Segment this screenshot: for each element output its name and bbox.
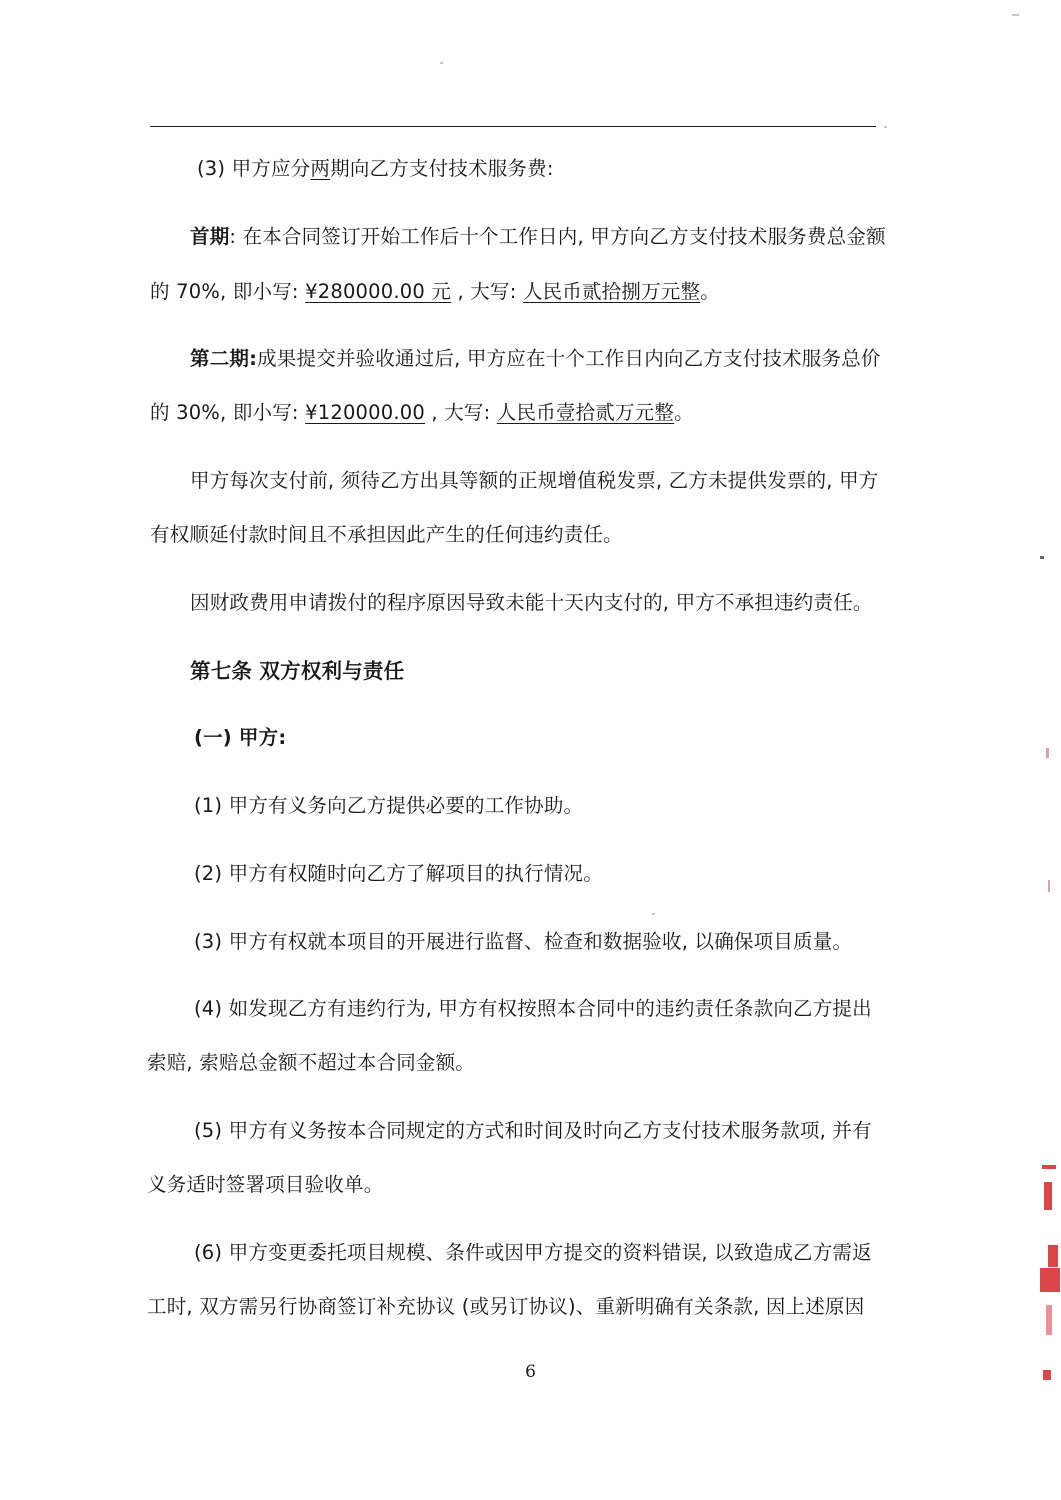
scan-speck [652, 913, 655, 915]
seal-fragment [1044, 1182, 1052, 1210]
header-rule [150, 126, 876, 127]
seal-fragment [1040, 1268, 1060, 1292]
seal-fragment [1046, 748, 1049, 758]
party-a-item-4-line-2: 索赔, 索赔总金额不超过本合同金额。 [147, 1051, 475, 1074]
party-a-item-1: (1) 甲方有义务向乙方提供必要的工作协助。 [194, 794, 584, 817]
second-amount-small: ¥120000.00 [305, 401, 425, 424]
installment-count: 两 [310, 157, 331, 180]
first-installment-line-2 [150, 279, 720, 305]
party-a-item-6-line-2: 工时, 双方需另行协商签订补充协议 (或另订协议)、重新明确有关条款, 因上述原因 [147, 1295, 865, 1318]
section-7-title: 第七条 双方权利与责任 [190, 659, 405, 683]
payment-terms-suffix: 期向乙方支付技术服务费: [330, 157, 554, 180]
second-installment-text: 成果提交并验收通过后, 甲方应在十个工作日内向乙方支付技术服务总价 [257, 347, 881, 370]
first-installment-percent: 的 70%, 即小写: [150, 280, 299, 303]
second-amount-big: 人民币壹拾贰万元整 [496, 401, 675, 424]
first-amount-end: 。 [700, 280, 720, 303]
party-a-item-6-line-1: (6) 甲方变更委托项目规模、条件或因甲方提交的资料错误, 以致造成乙方需返 [194, 1241, 872, 1264]
second-amount-end: 。 [674, 401, 694, 424]
second-installment-percent: 的 30%, 即小写: [150, 401, 299, 424]
first-amount-big: 人民币贰拾捌万元整 [522, 280, 701, 303]
scan-speck [1040, 556, 1044, 559]
first-installment-label: 首期 [190, 225, 230, 248]
first-installment-text: : 在本合同签订开始工作后十个工作日内, 甲方向乙方支付技术服务费总金额 [229, 225, 886, 248]
payment-terms-prefix: (3) 甲方应分 [197, 157, 311, 180]
page-number: 6 [525, 1362, 536, 1382]
finance-clause: 因财政费用申请拨付的程序原因导致未能十天内支付的, 甲方不承担违约责任。 [190, 591, 873, 614]
party-a-item-3: (3) 甲方有权就本项目的开展进行监督、检查和数据验收, 以确保项目质量。 [194, 930, 853, 953]
party-a-item-2: (2) 甲方有权随时向乙方了解项目的执行情况。 [194, 862, 603, 885]
party-a-heading: (一) 甲方: [194, 726, 287, 749]
party-a-item-5-line-1: (5) 甲方有义务按本合同规定的方式和时间及时向乙方支付技术服务款项, 并有 [194, 1119, 872, 1142]
party-a-item-4-line-1: (4) 如发现乙方有违约行为, 甲方有权按照本合同中的违约责任条款向乙方提出 [194, 997, 872, 1020]
seal-fragment [1048, 880, 1050, 892]
scan-speck [440, 62, 443, 64]
seal-fragment [1048, 1245, 1058, 1267]
seal-fragment [1042, 1165, 1056, 1169]
seal-fragment [1043, 1370, 1051, 1380]
party-a-item-5-line-2: 义务适时签署项目验收单。 [147, 1173, 384, 1196]
second-installment-label: 第二期: [190, 347, 258, 370]
invoice-clause-line-2: 有权顺延付款时间且不承担因此产生的任何违约责任。 [150, 523, 623, 546]
first-amount-mid: , 大写: [457, 280, 517, 303]
second-amount-mid: , 大写: [431, 401, 491, 424]
second-installment-line-2 [150, 400, 694, 426]
first-installment-line-1 [190, 224, 886, 250]
second-installment-line-1 [190, 346, 881, 372]
first-amount-small: ¥280000.00 元 [305, 280, 452, 303]
payment-terms-line [197, 156, 554, 182]
scan-speck [1012, 14, 1019, 16]
invoice-clause-line-1: 甲方每次支付前, 须待乙方出具等额的正规增值税发票, 乙方未提供发票的, 甲方 [190, 469, 879, 492]
seal-fragment [1046, 1305, 1052, 1335]
scan-speck [884, 126, 887, 128]
